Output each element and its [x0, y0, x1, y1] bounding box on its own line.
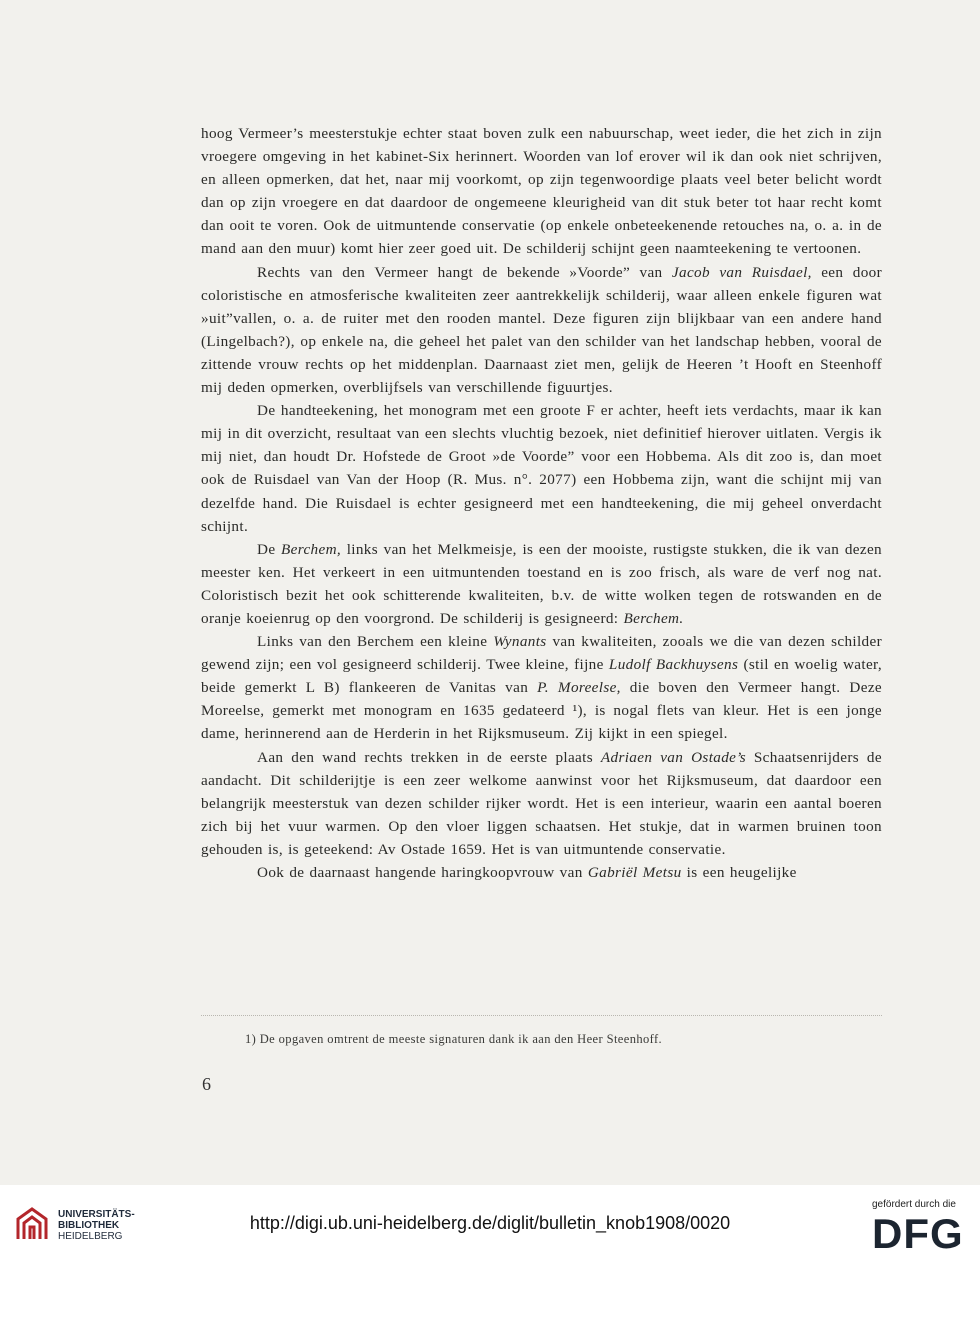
italic-name: Adriaen van Ostade’s	[600, 748, 746, 766]
italic-name: Jacob van Ruisdael,	[671, 263, 812, 281]
dfg-logo-text: DFG	[872, 1212, 964, 1252]
paragraph	[201, 122, 882, 261]
text-run: die boven den Vermeer hangt. Deze Moreelse, gemerkt met monogram en 1635 gedateerd ¹), is nogal flets van kleur. Het is een jonge dame, herinnerend aan de Herderin in het Rijksmuseum. Zij kijkt in een spiegel.	[201, 679, 883, 743]
institution-line-3: HEIDELBERG	[58, 1231, 123, 1242]
text-run: Ook de daarnaast hangende haringkoopvrouw van	[257, 864, 588, 881]
paragraph	[201, 261, 882, 400]
footer-bar	[0, 1185, 980, 1321]
footnote-rule	[201, 1015, 882, 1016]
text-run: Rechts van den Vermeer hangt de bekende »Voorde” van	[257, 263, 672, 281]
italic-name: Wynants	[493, 633, 547, 651]
institution-line-1: UNIVERSITÄTS-	[58, 1209, 135, 1220]
paragraph	[201, 630, 882, 745]
body-text	[201, 122, 882, 884]
footnote: 1) De opgaven omtrent de meeste signaturen dank ik aan den Heer Steenhoff.	[245, 1032, 663, 1046]
text-run: Schaatsenrijders de aandacht. Dit schilderijtje is een zeer welkome aanwinst voor het Rijksmuseum, dat daardoor een belangrijk meesterstuk van dezen schilder rijker wordt. Het is een interieur, waarin een aantal boeren zich bij het vuur warmen. Op den vloer liggen schaatsen. Het stukje, dat in warmen bruinen toon gehouden is, is geteekend: Av Ostade 1659. Het is van uitmuntende conservatie.	[201, 748, 882, 858]
paragraph	[201, 399, 882, 538]
text-run: een door coloristische en atmosferische kwaliteiten zeer aantrekkelijk schilderij, waar alleen enkele figuren wat »uit”vallen, o. a. de ruiter met den rooden mantel. Deze figuren zijn blijkbaar van een andere hand (Lingelbach?), op enkele na, die geheel het palet van den schilder van het landschap hebben, vooral de zittende vrouw rechts op het middenplan. Daarnaast ziet men, gelijk de Heeren ’t Hooft en Steenhoff mij deden opmerken, overblijfsels van verschillende figuurtjes.	[201, 263, 882, 397]
source-url[interactable]: http://digi.ub.uni-heidelberg.de/diglit/bulletin_knob1908/0020	[249, 1213, 731, 1233]
text-run: Aan den wand rechts trekken in de eerste plaats	[257, 748, 601, 766]
text-run: hoog Vermeer’s meesterstukje echter staat boven zulk een nabuurschap, weet ieder, die het zich in zijn vroegere omgeving in het kabinet-Six herinnert. Woorden van lof erover wil ik dan ook niet schrijven, en alleen opmerken, dat het, naar mij voorkomt, op zijn tegenwoordige plaats veel beter belicht wordt dan op zijn vroegere en dat daardoor de ongemeene kleurigheid van dit stuk beter tot haar recht komt dan ooit te voren. Ook de uitmuntende conservatie (op enkele onbeteekenende retouches na, o. a. in de mand aan den muur) komt hier zeer goed uit. De schilderij schijnt geen naamteekening te vertoonen.	[201, 125, 882, 258]
text-run: is een heugelijke	[681, 864, 797, 881]
italic-name: Ludolf Backhuysens	[608, 656, 739, 674]
paragraph	[201, 538, 882, 630]
dfg-logo-icon	[870, 1212, 970, 1252]
page-number: 6	[202, 1074, 211, 1094]
funded-by-label: gefördert durch die	[872, 1199, 956, 1210]
text-run: (stil en woelig water, beide gemerkt L B) flankeeren de Vanitas van	[201, 656, 883, 697]
text-run: Links van den Berchem een kleine	[257, 633, 494, 651]
italic-name: Berchem,	[281, 540, 342, 558]
text-run: van kwaliteiten, zooals we die van dezen schilder gewend zijn; een vol gesigneerd schilderij. Twee kleine, fijne	[201, 633, 882, 674]
italic-name: P. Moreelse,	[537, 679, 621, 697]
text-run: De	[257, 540, 282, 558]
institution-line-2: BIBLIOTHEK	[58, 1220, 120, 1231]
text-run: links van het Melkmeisje, is een der mooiste, rustigste stukken, die ik van dezen meester ken. Het verkeert in een uitmuntenden toestand en is zoo frisch, als ware de verf nog nat. Coloristisch bezit het ook schitterende kwaliteiten, b.v. de witte wolken tegen de rotswanden en de oranje koeienrug op den voorgrond. De schilderij is gesigneerd:	[201, 540, 882, 627]
italic-name: Gabriël Metsu	[587, 864, 682, 881]
paragraph	[201, 746, 882, 861]
paragraph	[201, 861, 882, 884]
text-run: De handteekening, het monogram met een groote F er achter, heeft iets verdachts, maar ik kan mij in dit overzicht, resultaat van een slechts vluchtig bezoek, niet definitief hierover uitlaten. Vergis ik mij niet, dan houdt Dr. Hofstede de Groot »de Voorde” voor een Hobbema. Als dit zoo is, dan moet ook de Ruisdael van Van der Hoop (R. Mus. n°. 2077) een Hobbema zijn, want die schijnt mij van dezelfde hand. Die Ruisdael is echter gesigneerd met een handteekening, die mij geheel onverdacht schijnt.	[201, 402, 882, 535]
italic-name: Berchem.	[623, 609, 684, 627]
